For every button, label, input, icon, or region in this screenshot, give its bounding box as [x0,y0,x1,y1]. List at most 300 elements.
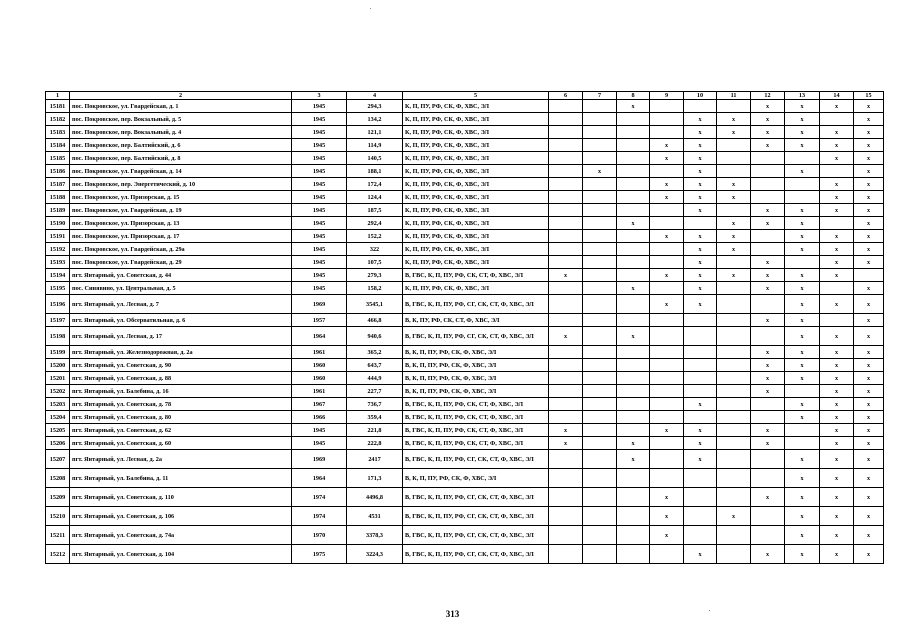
table-row [46,295,884,314]
mark-cell [583,295,617,314]
year-cell: 1945 [292,139,347,152]
mark-cell [549,139,583,152]
mark-cell [820,113,854,126]
mark-cell [820,165,854,178]
row-number-cell: 15212 [46,545,70,564]
address-cell: пгт. Янтарный, ул. Советская, д. 110 [70,488,292,507]
mark-cell [583,269,617,282]
mark-cell: х [820,346,854,359]
mark-cell [617,372,650,385]
mark-cell: х [854,450,884,469]
systems-cell: В, ГВС, К, П, ПУ, РФ, СГ, СК, СТ, Ф, ХВС, ЭЛ [403,488,549,507]
mark-cell [617,204,650,217]
mark-cell: х [820,359,854,372]
year-cell: 1945 [292,269,347,282]
mark-cell: х [751,139,785,152]
systems-cell: К, П, ПУ, РФ, СК, Ф, ХВС, ЭЛ [403,230,549,243]
mark-cell: х [684,152,717,165]
table-row [46,282,884,295]
row-number-cell: 15208 [46,469,70,488]
mark-cell [717,282,751,295]
systems-cell: В, К, П, ПУ, РФ, СК, Ф, ХВС, ЭЛ [403,359,549,372]
area-cell: 643,7 [347,359,403,372]
table-row [46,526,884,545]
column-header: 4 [347,92,403,100]
table-row [46,545,884,564]
row-number-cell: 15202 [46,385,70,398]
table-row [46,437,884,450]
mark-cell [617,507,650,526]
row-number-cell: 15189 [46,204,70,217]
area-cell: 444,9 [347,372,403,385]
mark-cell [650,327,684,346]
mark-cell [684,327,717,346]
address-cell: пос. Покровское, ул. Призорская, д. 17 [70,230,292,243]
mark-cell: х [650,191,684,204]
year-cell: 1960 [292,359,347,372]
mark-cell [820,314,854,327]
mark-cell: х [684,126,717,139]
mark-cell: х [785,488,820,507]
mark-cell: х [684,243,717,256]
area-cell: 3545,1 [347,295,403,314]
systems-cell: В, К, П, ПУ, РФ, СК, Ф, ХВС, ЭЛ [403,346,549,359]
mark-cell: х [854,314,884,327]
address-cell: пос. Покровское, ул. Гвардейская, д. 29 [70,256,292,269]
mark-cell [785,191,820,204]
area-cell: 134,2 [347,113,403,126]
mark-cell: х [854,126,884,139]
mark-cell: х [854,178,884,191]
table-row [46,450,884,469]
systems-cell: К, П, ПУ, РФ, СК, Ф, ХВС, ЭЛ [403,152,549,165]
mark-cell: х [650,230,684,243]
row-number-cell: 15203 [46,398,70,411]
area-cell: 152,2 [347,230,403,243]
mark-cell [549,488,583,507]
address-cell: пгт. Янтарный, ул. Советская, д. 90 [70,359,292,372]
area-cell: 187,5 [347,204,403,217]
mark-cell [583,526,617,545]
mark-cell [583,450,617,469]
mark-cell [549,282,583,295]
mark-cell [650,126,684,139]
mark-cell: х [854,256,884,269]
table-row [46,359,884,372]
table-row [46,372,884,385]
systems-cell: К, П, ПУ, РФ, СК, Ф, ХВС, ЭЛ [403,204,549,217]
table-row [46,398,884,411]
year-cell: 1945 [292,243,347,256]
mark-cell: х [684,230,717,243]
mark-cell [684,372,717,385]
mark-cell [751,526,785,545]
mark-cell [583,359,617,372]
area-cell: 4531 [347,507,403,526]
mark-cell [617,152,650,165]
table-row [46,488,884,507]
table-row [46,126,884,139]
mark-cell [617,139,650,152]
mark-cell [717,359,751,372]
mark-cell [583,327,617,346]
systems-cell: В, ГВС, К, П, ПУ, РФ, СГ, СК, СТ, Ф, ХВС, ЭЛ [403,327,549,346]
table-row [46,113,884,126]
mark-cell: х [751,126,785,139]
column-header: 5 [403,92,549,100]
mark-cell [583,314,617,327]
mark-cell [684,488,717,507]
row-number-cell: 15188 [46,191,70,204]
mark-cell: х [684,437,717,450]
mark-cell: х [751,385,785,398]
mark-cell [549,100,583,113]
year-cell: 1957 [292,314,347,327]
mark-cell [751,243,785,256]
mark-cell: х [785,100,820,113]
mark-cell: х [684,191,717,204]
mark-cell [751,178,785,191]
mark-cell: х [751,217,785,230]
mark-cell [617,469,650,488]
mark-cell: х [717,191,751,204]
mark-cell [549,230,583,243]
systems-cell: В, ГВС, К, П, ПУ, РФ, СГ, СК, СТ, Ф, ХВС, ЭЛ [403,545,549,564]
year-cell: 1969 [292,295,347,314]
table-row [46,314,884,327]
area-cell: 359,4 [347,411,403,424]
mark-cell: х [684,139,717,152]
row-number-cell: 15204 [46,411,70,424]
mark-cell: х [854,243,884,256]
mark-cell [650,256,684,269]
mark-cell [717,372,751,385]
mark-cell [820,282,854,295]
column-header: 9 [650,92,684,100]
area-cell: 736,7 [347,398,403,411]
mark-cell [583,469,617,488]
address-cell: пос. Покровское, ул. Призорская, д. 13 [70,217,292,230]
column-header: 10 [684,92,717,100]
mark-cell: х [650,295,684,314]
mark-cell [650,243,684,256]
mark-cell [684,469,717,488]
mark-cell [684,385,717,398]
mark-cell: х [785,282,820,295]
mark-cell [617,359,650,372]
systems-cell: В, К, ПУ, РФ, СК, СТ, Ф, ХВС, ЭЛ [403,314,549,327]
table-row [46,204,884,217]
address-cell: пгт. Янтарный, ул. Советская, д. 88 [70,372,292,385]
row-number-cell: 15191 [46,230,70,243]
mark-cell [583,217,617,230]
year-cell: 1964 [292,469,347,488]
mark-cell: х [785,450,820,469]
mark-cell [650,346,684,359]
mark-cell: х [785,411,820,424]
mark-cell: х [854,437,884,450]
year-cell: 1945 [292,152,347,165]
mark-cell: х [854,526,884,545]
mark-cell [717,398,751,411]
mark-cell: х [684,269,717,282]
address-cell: пгт. Янтарный, ул. Советская, д. 78 [70,398,292,411]
mark-cell: х [785,139,820,152]
systems-cell: К, П, ПУ, РФ, СК, Ф, ХВС, ЭЛ [403,256,549,269]
area-cell: 114,9 [347,139,403,152]
year-cell: 1945 [292,113,347,126]
mark-cell [650,450,684,469]
mark-cell [617,295,650,314]
area-cell: 158,2 [347,282,403,295]
systems-cell: К, П, ПУ, РФ, СК, Ф, ХВС, ЭЛ [403,282,549,295]
address-cell: пгт. Янтарный, ул. Балебина, д. 16 [70,385,292,398]
table-row [46,424,884,437]
mark-cell [583,372,617,385]
address-cell: пгт. Янтарный, ул. Лесная, д. 2а [70,450,292,469]
mark-cell: х [820,327,854,346]
area-cell: 279,3 [347,269,403,282]
column-header: 7 [583,92,617,100]
mark-cell [717,295,751,314]
mark-cell [751,450,785,469]
address-cell: пос. Покровское, пер. Энергетический, д. 10 [70,178,292,191]
mark-cell [583,256,617,269]
mark-cell [617,126,650,139]
table-body [46,100,884,564]
row-number-cell: 15206 [46,437,70,450]
systems-cell: К, П, ПУ, РФ, СК, Ф, ХВС, ЭЛ [403,100,549,113]
column-header: 11 [717,92,751,100]
mark-cell [549,178,583,191]
row-number-cell: 15186 [46,165,70,178]
table-row [46,346,884,359]
mark-cell [583,398,617,411]
mark-cell [583,139,617,152]
mark-cell [583,204,617,217]
mark-cell [549,165,583,178]
area-cell: 3224,3 [347,545,403,564]
table-row [46,385,884,398]
mark-cell [650,398,684,411]
address-cell: пос. Покровское, пер. Балтийский, д. 8 [70,152,292,165]
year-cell: 1945 [292,230,347,243]
mark-cell: х [785,359,820,372]
table-row [46,191,884,204]
column-header: 2 [70,92,292,100]
mark-cell: х [717,126,751,139]
mark-cell [583,545,617,564]
mark-cell: х [751,545,785,564]
row-number-cell: 15197 [46,314,70,327]
mark-cell: х [717,243,751,256]
address-cell: пос. Покровское, пер. Балтийский, д. 6 [70,139,292,152]
row-number-cell: 15196 [46,295,70,314]
mark-cell [717,346,751,359]
address-cell: пгт. Янтарный, ул. Лесная, д. 17 [70,327,292,346]
row-number-cell: 15205 [46,424,70,437]
mark-cell [549,385,583,398]
systems-cell: К, П, ПУ, РФ, СК, Ф, ХВС, ЭЛ [403,217,549,230]
mark-cell: х [820,411,854,424]
mark-cell [717,256,751,269]
row-number-cell: 15194 [46,269,70,282]
mark-cell [617,165,650,178]
mark-cell: х [820,152,854,165]
year-cell: 1960 [292,372,347,385]
mark-cell [684,100,717,113]
mark-cell: х [785,372,820,385]
mark-cell [617,411,650,424]
mark-cell: х [854,411,884,424]
mark-cell: х [854,424,884,437]
mark-cell: х [854,469,884,488]
table-row [46,217,884,230]
mark-cell [717,100,751,113]
mark-cell [617,526,650,545]
year-cell: 1945 [292,165,347,178]
year-cell: 1945 [292,100,347,113]
mark-cell: х [650,152,684,165]
mark-cell: х [751,204,785,217]
mark-cell [617,256,650,269]
mark-cell: х [854,488,884,507]
mark-cell [717,165,751,178]
systems-cell: К, П, ПУ, РФ, СК, Ф, ХВС, ЭЛ [403,178,549,191]
mark-cell [751,327,785,346]
mark-cell: х [854,327,884,346]
row-number-cell: 15190 [46,217,70,230]
row-number-cell: 15209 [46,488,70,507]
mark-cell [617,243,650,256]
mark-cell [549,152,583,165]
mark-cell: х [717,507,751,526]
year-cell: 1964 [292,327,347,346]
mark-cell: х [785,165,820,178]
year-cell: 1945 [292,282,347,295]
mark-cell: х [854,372,884,385]
column-header: 1 [46,92,70,100]
mark-cell [617,113,650,126]
mark-cell: х [684,178,717,191]
mark-cell: х [820,385,854,398]
mark-cell [617,314,650,327]
mark-cell [549,398,583,411]
mark-cell [650,204,684,217]
mark-cell: х [854,295,884,314]
mark-cell: х [684,295,717,314]
mark-cell: х [751,113,785,126]
mark-cell [583,126,617,139]
mark-cell [549,113,583,126]
mark-cell [617,230,650,243]
mark-cell [785,256,820,269]
mark-cell [549,469,583,488]
area-cell: 107,5 [347,256,403,269]
mark-cell: х [854,545,884,564]
year-cell: 1945 [292,217,347,230]
mark-cell [717,469,751,488]
mark-cell [717,327,751,346]
mark-cell [583,152,617,165]
address-cell: пгт. Янтарный, ул. Балебина, д. 11 [70,469,292,488]
mark-cell [650,100,684,113]
mark-cell [617,178,650,191]
table-row [46,507,884,526]
systems-cell: К, П, ПУ, РФ, СК, Ф, ХВС, ЭЛ [403,113,549,126]
row-number-cell: 15199 [46,346,70,359]
mark-cell [617,424,650,437]
address-cell: пос. Покровское, ул. Гвардейская, д. 14 [70,165,292,178]
column-header: 6 [549,92,583,100]
area-cell: 3378,3 [347,526,403,545]
row-number-cell: 15210 [46,507,70,526]
mark-cell: х [684,450,717,469]
address-cell: пгт. Янтарный, ул. Лесная, д. 7 [70,295,292,314]
mark-cell: х [684,256,717,269]
mark-cell [549,507,583,526]
address-cell: пгт. Янтарный, ул. Советская, д. 106 [70,507,292,526]
mark-cell: х [549,269,583,282]
area-cell: 140,5 [347,152,403,165]
mark-cell: х [785,526,820,545]
mark-cell: х [650,178,684,191]
mark-cell: х [684,204,717,217]
mark-cell: х [785,204,820,217]
mark-cell [717,385,751,398]
systems-cell: В, ГВС, К, П, ПУ, РФ, СК, СТ, Ф, ХВС, ЭЛ [403,269,549,282]
table-row [46,139,884,152]
address-cell: пгт. Янтарный, ул. Советская, д. 80 [70,411,292,424]
mark-cell [650,372,684,385]
area-cell: 227,7 [347,385,403,398]
address-cell: пос. Покровское, ул. Гвардейская, д. 1 [70,100,292,113]
area-cell: 292,4 [347,217,403,230]
mark-cell [684,359,717,372]
systems-cell: В, ГВС, К, П, ПУ, РФ, СК, СТ, Ф, ХВС, ЭЛ [403,398,549,411]
mark-cell: х [785,230,820,243]
area-cell: 365,2 [347,346,403,359]
systems-cell: В, ГВС, К, П, ПУ, РФ, СК, СТ, Ф, ХВС, ЭЛ [403,424,549,437]
row-number-cell: 15182 [46,113,70,126]
mark-cell: х [785,507,820,526]
table-row [46,469,884,488]
mark-cell: х [820,230,854,243]
mark-cell: х [820,507,854,526]
year-cell: 1945 [292,204,347,217]
mark-cell: х [854,113,884,126]
area-cell: 222,8 [347,437,403,450]
mark-cell [717,204,751,217]
table-row [46,243,884,256]
mark-cell [751,411,785,424]
mark-cell: х [854,139,884,152]
row-number-cell: 15192 [46,243,70,256]
mark-cell: х [854,359,884,372]
table-row [46,178,884,191]
mark-cell: х [650,526,684,545]
mark-cell [717,152,751,165]
mark-cell: х [820,204,854,217]
mark-cell: х [854,100,884,113]
mark-cell [785,178,820,191]
mark-cell: х [785,327,820,346]
mark-cell: х [820,424,854,437]
area-cell: 466,8 [347,314,403,327]
mark-cell [549,256,583,269]
mark-cell [650,411,684,424]
mark-cell: х [854,230,884,243]
